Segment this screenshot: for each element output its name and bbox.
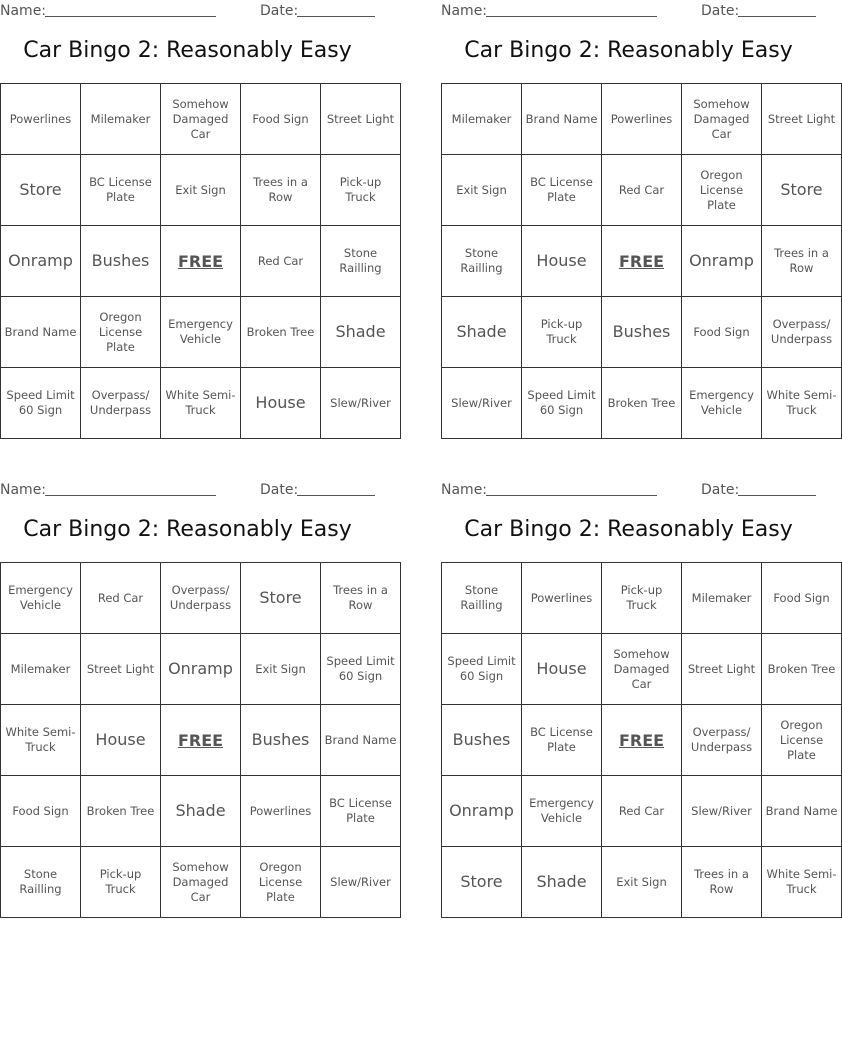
bingo-cell: Broken Tree (602, 368, 682, 439)
bingo-cell: Slew/River (442, 368, 522, 439)
free-space-cell: FREE (161, 226, 241, 297)
bingo-cell: Onramp (1, 226, 81, 297)
free-space-cell: FREE (602, 705, 682, 776)
grid-row (442, 155, 842, 226)
bingo-cell: Powerlines (522, 563, 602, 634)
card-header (441, 0, 816, 22)
bingo-card-2 (441, 0, 837, 417)
bingo-grid (441, 562, 842, 918)
grid-row (442, 776, 842, 847)
date-line (297, 495, 375, 496)
bingo-cell: Powerlines (602, 84, 682, 155)
bingo-cell: Speed Limit 60 Sign (321, 634, 401, 705)
bingo-cell: Emergency Vehicle (682, 368, 762, 439)
bingo-cell: Speed Limit 60 Sign (1, 368, 81, 439)
bingo-cell: Emergency Vehicle (1, 563, 81, 634)
bingo-cell: House (522, 226, 602, 297)
grid-row (1, 563, 401, 634)
bingo-cell: Somehow Damaged Car (161, 847, 241, 918)
bingo-cell: Broken Tree (81, 776, 161, 847)
bingo-cell: Exit Sign (241, 634, 321, 705)
card-header (441, 479, 816, 501)
bingo-cell: Stone Railling (442, 563, 522, 634)
name-line (486, 495, 657, 496)
card-title: Car Bingo 2: Reasonably Easy (464, 38, 793, 63)
bingo-cell: White Semi-Truck (161, 368, 241, 439)
bingo-cell: Store (442, 847, 522, 918)
bingo-cell: Red Car (602, 155, 682, 226)
bingo-cell: Speed Limit 60 Sign (442, 634, 522, 705)
bingo-cell: BC License Plate (81, 155, 161, 226)
grid-row (1, 226, 401, 297)
bingo-cell: Overpass/ Underpass (682, 705, 762, 776)
card-title: Car Bingo 2: Reasonably Easy (23, 517, 352, 542)
bingo-cell: Overpass/ Underpass (762, 297, 842, 368)
name-line (486, 16, 657, 17)
bingo-cell: Store (762, 155, 842, 226)
bingo-cell: Exit Sign (442, 155, 522, 226)
bingo-cell: Brand Name (522, 84, 602, 155)
bingo-cell: Food Sign (682, 297, 762, 368)
bingo-cell: Broken Tree (762, 634, 842, 705)
bingo-cell: Stone Railling (442, 226, 522, 297)
bingo-cell: Trees in a Row (241, 155, 321, 226)
bingo-cell: BC License Plate (522, 705, 602, 776)
bingo-cell: Emergency Vehicle (161, 297, 241, 368)
bingo-cell: White Semi-Truck (762, 847, 842, 918)
bingo-cell: Street Light (321, 84, 401, 155)
bingo-cell: Stone Railling (1, 847, 81, 918)
bingo-cell: House (81, 705, 161, 776)
grid-row (442, 226, 842, 297)
free-space-cell: FREE (161, 705, 241, 776)
bingo-grid (0, 83, 401, 439)
name-line (45, 16, 216, 17)
bingo-cell: Shade (522, 847, 602, 918)
bingo-cell: Street Light (762, 84, 842, 155)
bingo-cell: Trees in a Row (762, 226, 842, 297)
bingo-cell: Powerlines (241, 776, 321, 847)
bingo-cell: Milemaker (442, 84, 522, 155)
bingo-cell: Trees in a Row (682, 847, 762, 918)
grid-row (1, 634, 401, 705)
bingo-cell: Somehow Damaged Car (602, 634, 682, 705)
bingo-cell: Oregon License Plate (762, 705, 842, 776)
bingo-cell: Pick-up Truck (522, 297, 602, 368)
bingo-cell: Onramp (161, 634, 241, 705)
bingo-cell: Somehow Damaged Car (161, 84, 241, 155)
bingo-cell: Oregon License Plate (81, 297, 161, 368)
bingo-cell: Emergency Vehicle (522, 776, 602, 847)
bingo-cell: Milemaker (682, 563, 762, 634)
date-line (738, 495, 816, 496)
grid-row (442, 634, 842, 705)
bingo-cell: Red Car (602, 776, 682, 847)
bingo-cell: House (522, 634, 602, 705)
bingo-cell: Pick-up Truck (321, 155, 401, 226)
bingo-cell: Exit Sign (161, 155, 241, 226)
bingo-cell: Exit Sign (602, 847, 682, 918)
bingo-cell: Pick-up Truck (81, 847, 161, 918)
name-label: Name: (441, 3, 488, 19)
bingo-cell: Red Car (241, 226, 321, 297)
bingo-cell: Oregon License Plate (241, 847, 321, 918)
bingo-cell: Food Sign (762, 563, 842, 634)
free-space-cell: FREE (602, 226, 682, 297)
bingo-cell: BC License Plate (522, 155, 602, 226)
bingo-cell: White Semi-Truck (762, 368, 842, 439)
grid-row (1, 705, 401, 776)
grid-row (1, 368, 401, 439)
date-label: Date: (260, 3, 299, 19)
bingo-cell: Speed Limit 60 Sign (522, 368, 602, 439)
bingo-cell: Milemaker (81, 84, 161, 155)
bingo-cell: Brand Name (321, 705, 401, 776)
bingo-cell: Trees in a Row (321, 563, 401, 634)
bingo-cell: Store (241, 563, 321, 634)
bingo-cell: Food Sign (1, 776, 81, 847)
bingo-cell: Overpass/ Underpass (161, 563, 241, 634)
bingo-cell: BC License Plate (321, 776, 401, 847)
bingo-cell: Brand Name (762, 776, 842, 847)
grid-row (442, 368, 842, 439)
bingo-cell: Bushes (442, 705, 522, 776)
bingo-cell: Street Light (81, 634, 161, 705)
grid-row (442, 847, 842, 918)
date-line (738, 16, 816, 17)
bingo-cell: Street Light (682, 634, 762, 705)
name-label: Name: (0, 3, 47, 19)
grid-row (1, 84, 401, 155)
bingo-card-4 (441, 479, 838, 896)
bingo-cell: Shade (161, 776, 241, 847)
bingo-cell: Slew/River (321, 847, 401, 918)
date-line (297, 16, 375, 17)
bingo-cell: Food Sign (241, 84, 321, 155)
date-label: Date: (260, 482, 299, 498)
bingo-cell: Somehow Damaged Car (682, 84, 762, 155)
bingo-cell: Milemaker (1, 634, 81, 705)
bingo-cell: Oregon License Plate (682, 155, 762, 226)
grid-row (1, 297, 401, 368)
bingo-cell: Onramp (442, 776, 522, 847)
bingo-cell: Shade (442, 297, 522, 368)
grid-row (442, 297, 842, 368)
grid-row (442, 705, 842, 776)
date-label: Date: (701, 482, 740, 498)
grid-row (1, 776, 401, 847)
card-header (0, 479, 375, 501)
bingo-grid (441, 83, 842, 439)
bingo-cell: Bushes (81, 226, 161, 297)
bingo-cell: Broken Tree (241, 297, 321, 368)
bingo-cell: Red Car (81, 563, 161, 634)
date-label: Date: (701, 3, 740, 19)
bingo-cell: Slew/River (321, 368, 401, 439)
bingo-cell: White Semi-Truck (1, 705, 81, 776)
grid-row (1, 847, 401, 918)
bingo-grid (0, 562, 401, 918)
grid-row (442, 563, 842, 634)
bingo-card-3 (0, 479, 397, 904)
bingo-cell: House (241, 368, 321, 439)
bingo-cell: Pick-up Truck (602, 563, 682, 634)
card-title: Car Bingo 2: Reasonably Easy (23, 38, 352, 63)
card-title: Car Bingo 2: Reasonably Easy (464, 517, 793, 542)
bingo-cell: Shade (321, 297, 401, 368)
name-line (45, 495, 216, 496)
bingo-cell: Overpass/ Underpass (81, 368, 161, 439)
card-header (0, 0, 375, 22)
bingo-card-1 (0, 0, 395, 417)
bingo-cell: Slew/River (682, 776, 762, 847)
grid-row (442, 84, 842, 155)
bingo-cell: Bushes (241, 705, 321, 776)
bingo-cell: Bushes (602, 297, 682, 368)
name-label: Name: (0, 482, 47, 498)
bingo-cell: Brand Name (1, 297, 81, 368)
bingo-cell: Powerlines (1, 84, 81, 155)
grid-row (1, 155, 401, 226)
bingo-cell: Store (1, 155, 81, 226)
bingo-cell: Onramp (682, 226, 762, 297)
name-label: Name: (441, 482, 488, 498)
bingo-cell: Stone Railling (321, 226, 401, 297)
